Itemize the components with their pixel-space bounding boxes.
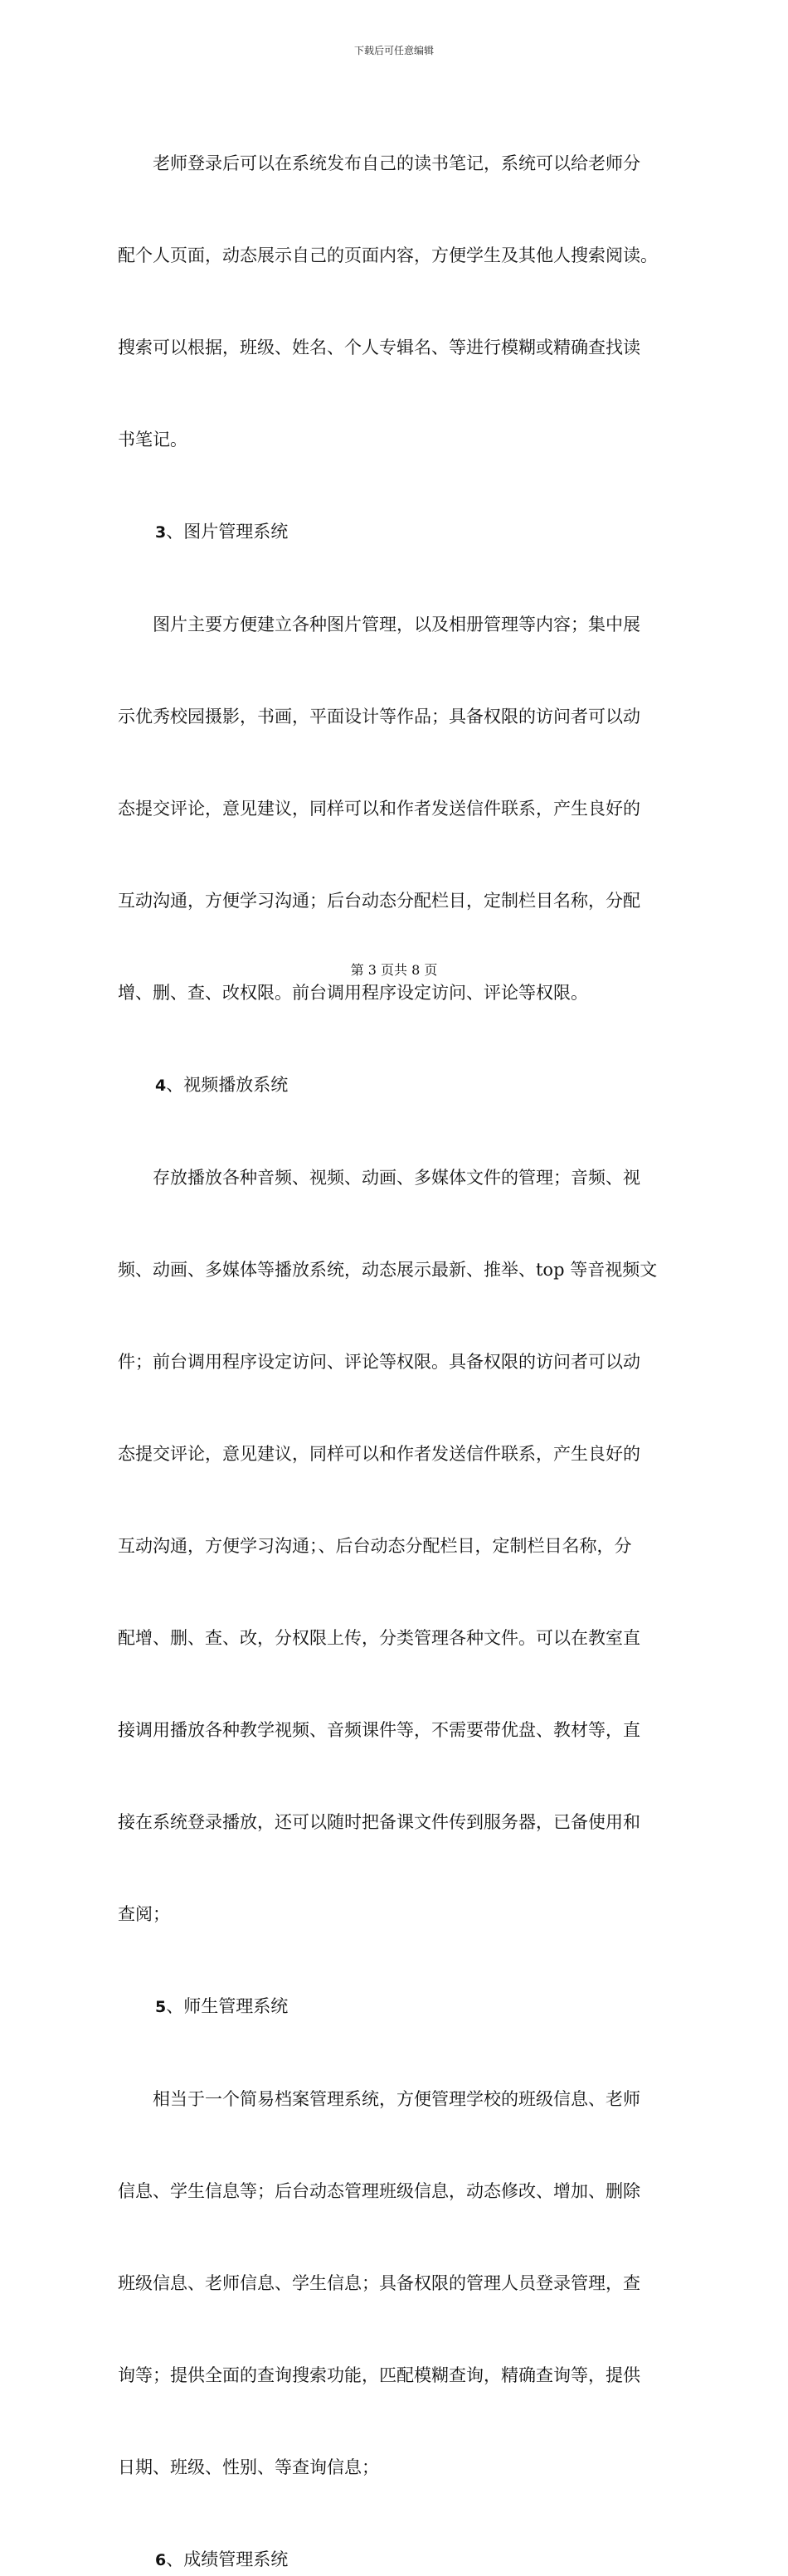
page-header: 下载后可任意编辑	[353, 45, 434, 56]
section-heading	[118, 1991, 657, 2023]
section-heading	[118, 2544, 657, 2576]
section-heading	[118, 517, 657, 548]
text-line: 相当于一个简易档案管理系统，方便管理学校的班级信息、老师	[118, 2089, 640, 2109]
section-number: 4	[155, 1077, 167, 1095]
paragraph	[118, 87, 657, 517]
paragraph	[118, 2023, 657, 2544]
text-line: 态提交评论，意见建议，同样可以和作者发送信件联系，产生良好的	[118, 1444, 640, 1464]
page-footer: 第 3 页共 8 页	[350, 962, 438, 978]
text-line: 示优秀校园摄影，书画，平面设计等作品；具备权限的访问者可以动	[118, 707, 640, 727]
text-line: 配个人页面，动态展示自己的页面内容，方便学生及其他人搜索阅读。	[118, 245, 658, 265]
text-line: 配增、删、查、改，分权限上传，分类管理各种文件。可以在教室直	[118, 1628, 640, 1648]
text-line: 互动沟通，方便学习沟通；、后台动态分配栏目，定制栏目名称，分	[118, 1536, 632, 1556]
text-line: 接在系统登录播放，还可以随时把备课文件传到服务器，已备使用和	[118, 1812, 640, 1832]
section-title: 、成绩管理系统	[166, 2549, 289, 2569]
text-line: 书笔记。	[118, 430, 187, 450]
text-line: 图片主要方便建立各种图片管理，以及相册管理等内容；集中展	[118, 615, 640, 634]
text-line: 班级信息、老师信息、学生信息；具备权限的管理人员登录管理，查	[118, 2273, 640, 2293]
section-number: 6	[155, 2551, 167, 2569]
paragraph	[118, 1101, 657, 1991]
text-line: 件；前台调用程序设定访问、评论等权限。具备权限的访问者可以动	[118, 1352, 640, 1372]
section-heading	[118, 1070, 657, 1101]
section-title: 、师生管理系统	[166, 1996, 289, 2016]
text-line: 日期、班级、性别、等查询信息；	[118, 2457, 379, 2477]
text-line: 频、动画、多媒体等播放系统，动态展示最新、推举、top 等音视频文	[118, 1260, 658, 1280]
paragraph	[118, 548, 657, 1070]
section-title: 、视频播放系统	[166, 1075, 289, 1095]
text-line: 态提交评论，意见建议，同样可以和作者发送信件联系，产生良好的	[118, 799, 640, 819]
section-number: 5	[155, 1998, 167, 2016]
text-line: 接调用播放各种教学视频、音频课件等，不需要带优盘、教材等，直	[118, 1720, 640, 1740]
section-title: 、图片管理系统	[166, 522, 289, 542]
text-line: 信息、学生信息等；后台动态管理班级信息，动态修改、增加、删除	[118, 2181, 640, 2201]
text-line: 老师登录后可以在系统发布自己的读书笔记，系统可以给老师分	[118, 153, 640, 173]
document-body	[118, 87, 657, 2576]
text-line: 存放播放各种音频、视频、动画、多媒体文件的管理；音频、视	[118, 1168, 640, 1188]
text-line: 互动沟通，方便学习沟通；后台动态分配栏目，定制栏目名称，分配	[118, 891, 640, 911]
text-line: 搜索可以根据，班级、姓名、个人专辑名、等进行模糊或精确查找读	[118, 338, 640, 357]
text-line: 询等；提供全面的查询搜索功能，匹配模糊查询，精确查询等，提供	[118, 2365, 640, 2385]
text-line: 查阅；	[118, 1904, 170, 1924]
section-number: 3	[155, 523, 167, 542]
text-line: 增、删、查、改权限。前台调用程序设定访问、评论等权限。	[118, 983, 588, 1003]
